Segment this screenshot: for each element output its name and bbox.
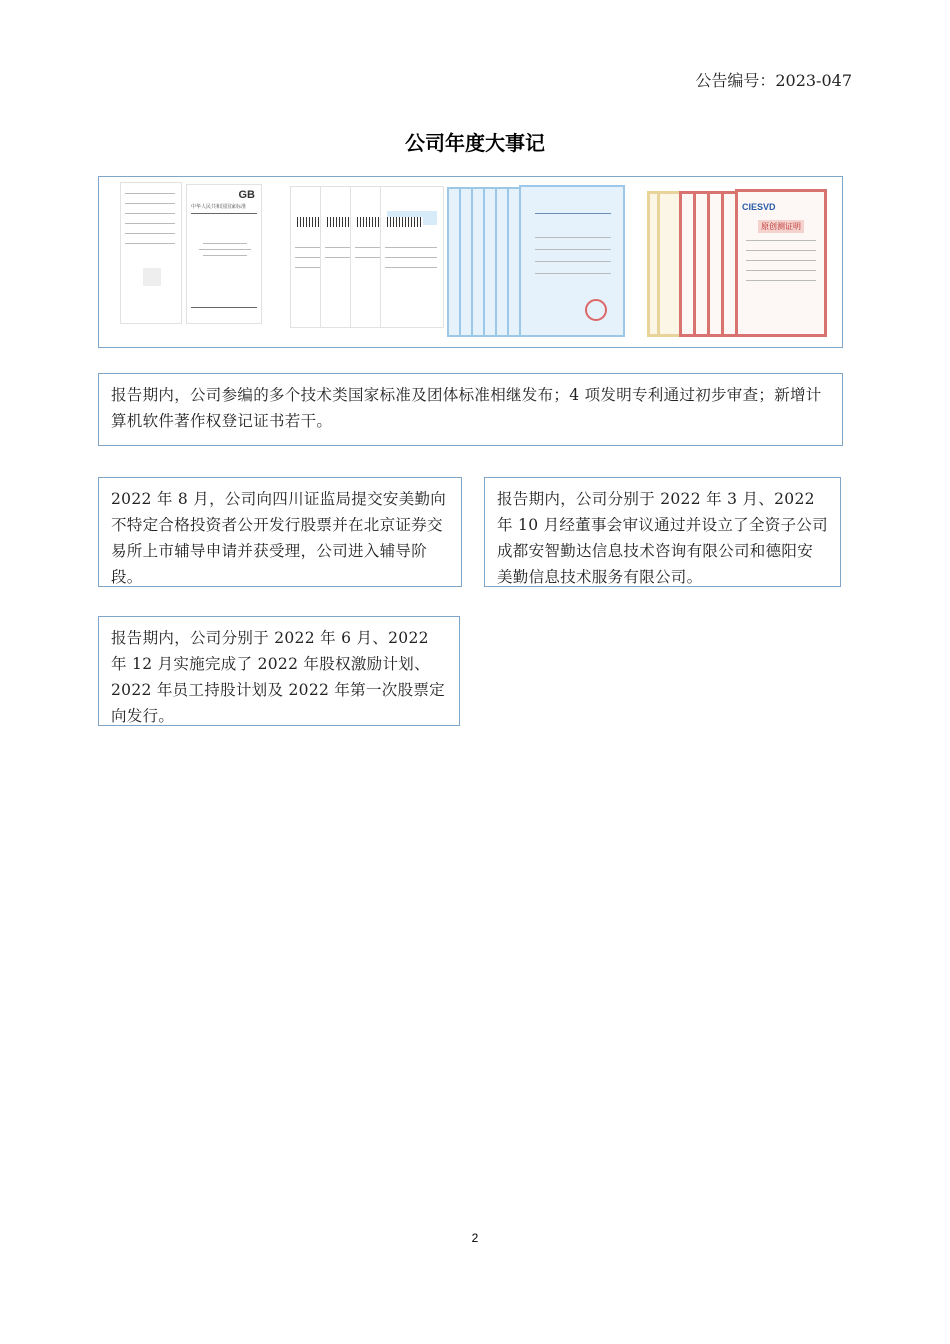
standards-patents-box	[98, 373, 843, 446]
standards-patents-text: 报告期内，公司参编的多个技术类国家标准及团体标准相继发布；4 项发明专利通过初步审查；新增计算机软件著作权登记证书若干。	[111, 386, 822, 430]
cert-title: 原创测证明	[758, 220, 804, 233]
test-certificate	[735, 189, 827, 337]
equity-box	[98, 616, 460, 726]
software-copyright-certificate	[519, 185, 625, 337]
patent-form-page	[381, 187, 443, 327]
ipo-text: 2022 年 8 月，公司向四川证监局提交安美勤向不特定合格投资者公开发行股票并在北京证券交易所上市辅导申请并获受理，公司进入辅导阶段。	[111, 490, 447, 586]
cert-logo: CIESVD	[742, 202, 776, 212]
page-number: 2	[471, 1231, 479, 1245]
ipo-box	[98, 477, 462, 587]
gb-standard-cover	[187, 185, 261, 323]
certificates-photo-strip	[98, 176, 843, 348]
equity-text: 报告期内，公司分别于 2022 年 6 月、2022 年 12 月实施完成了 2022 年股权激励计划、2022 年员工持股计划及 2022 年第一次股票定向发行。	[111, 629, 445, 725]
gb-logo: GB	[238, 189, 255, 201]
subsidiaries-box	[484, 477, 841, 587]
standard-doc-text: 中华人民共和国国家标准	[191, 204, 247, 210]
subsidiaries-text: 报告期内，公司分别于 2022 年 3 月、2022 年 10 月经董事会审议通过并设立了全资子公司成都安智勤达信息技术咨询有限公司和德阳安美勤信息技术服务有限公司。	[497, 490, 828, 586]
announcement-number: 公告编号：2023-047	[695, 71, 852, 90]
standard-table-page	[121, 183, 181, 323]
page-title: 公司年度大事记	[405, 131, 545, 155]
